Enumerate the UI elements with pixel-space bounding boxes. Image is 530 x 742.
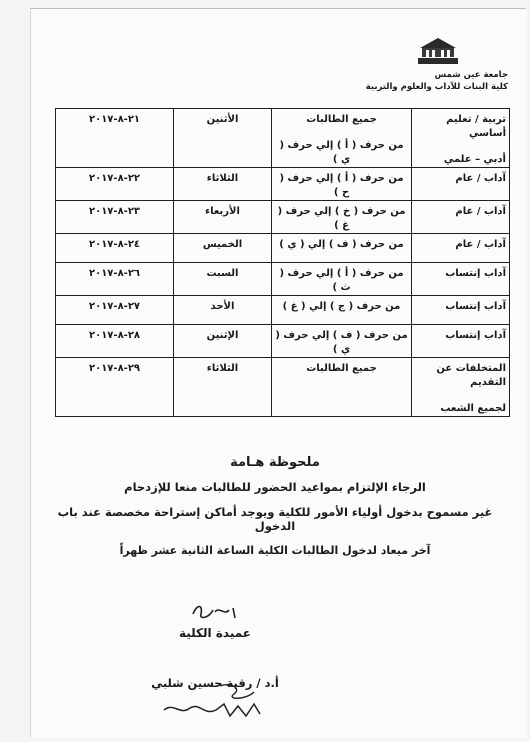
day-cell: الأربعاء	[205, 206, 240, 217]
table-row	[56, 109, 510, 168]
date-cell: ٢٦-٨-٢٠١٧	[88, 268, 141, 279]
top-border	[30, 8, 526, 9]
day-cell: الثلاثاء	[206, 173, 239, 184]
dean-name: أ.د / رقية حسين شلبي	[151, 676, 279, 690]
program-cell: آداب إنتساب	[445, 301, 506, 312]
program-cell-secondary: أدبي – علمي	[443, 154, 506, 165]
range-cell: جميع الطالبات	[306, 363, 377, 374]
note-line-3: آخر ميعاد لدخول الطالبات الكلية الساعة الثانية عشر ظهراً	[119, 544, 431, 557]
table-row	[56, 296, 510, 325]
university-logo-icon	[414, 36, 462, 66]
range-cell: جميع الطالبات	[306, 114, 377, 125]
table-row	[56, 234, 510, 263]
note-line-1: الرجاء الإلتزام بمواعيد الحضور للطالبات منعا للإزدحام	[124, 480, 426, 494]
date-cell: ٢٤-٨-٢٠١٧	[88, 239, 141, 250]
day-cell: الخميس	[202, 239, 243, 250]
day-cell: الإثنين	[206, 330, 239, 341]
important-notes	[40, 455, 510, 557]
program-cell: آداب / عام	[455, 173, 506, 184]
college-name: كلية البنات للآداب والعلوم والتربية	[365, 82, 508, 92]
range-cell: من حرف ( ف ) إلي ( ي )	[279, 239, 404, 250]
table-row	[56, 358, 510, 417]
range-cell: من حرف ( أ ) إلي حرف ( ث )	[279, 268, 404, 293]
range-cell: من حرف ( أ ) إلي حرف ( ح )	[279, 173, 404, 198]
signature-block	[130, 600, 300, 690]
dean-initials-signature	[185, 600, 245, 624]
note-line-2: غير مسموح بدخول أولياء الأمور للكلية ويوجد أماكن إستراحة مخصصة عند باب الدخول	[57, 505, 493, 533]
date-cell: ٢٧-٨-٢٠١٧	[88, 301, 141, 312]
dean-title: عميدة الكلية	[178, 626, 251, 640]
range-cell: من حرف ( ف ) إلي حرف ( ي )	[275, 330, 408, 355]
day-cell: الثلاثاء	[206, 363, 239, 374]
table-row	[56, 168, 510, 201]
program-cell: آداب / عام	[455, 206, 506, 217]
range-cell: من حرف ( خ ) إلي حرف ( غ )	[277, 206, 406, 231]
program-cell: آداب إنتساب	[445, 330, 506, 341]
range-cell: من حرف ( ج ) إلي ( غ )	[282, 301, 401, 312]
program-cell: المتخلفات عن التقديم	[436, 363, 506, 388]
table-row	[56, 263, 510, 296]
date-cell: ٢١-٨-٢٠١٧	[88, 114, 141, 125]
schedule-table	[55, 108, 510, 417]
notes-title: ملحوظة هـامة	[230, 455, 320, 470]
day-cell: الأثنين	[206, 114, 239, 125]
date-cell: ٢٣-٨-٢٠١٧	[88, 206, 141, 217]
day-cell: السبت	[206, 268, 239, 279]
range-cell-secondary: من حرف ( أ ) إلي حرف ( ي )	[279, 140, 404, 165]
date-cell: ٢٩-٨-٢٠١٧	[88, 363, 141, 374]
program-cell: آداب إنتساب	[445, 268, 506, 279]
program-cell: تربية / تعليم أساسي	[446, 114, 506, 139]
date-cell: ٢٨-٨-٢٠١٧	[88, 330, 141, 341]
program-cell: آداب / عام	[455, 239, 506, 250]
header	[338, 36, 508, 90]
program-cell-secondary: لجميع الشعب	[440, 403, 506, 414]
table-row	[56, 201, 510, 234]
day-cell: الأحد	[210, 301, 235, 312]
university-name: جامعة عين شمس	[434, 70, 508, 80]
table-row	[56, 325, 510, 358]
handwritten-signature	[150, 680, 280, 726]
date-cell: ٢٢-٨-٢٠١٧	[88, 173, 141, 184]
